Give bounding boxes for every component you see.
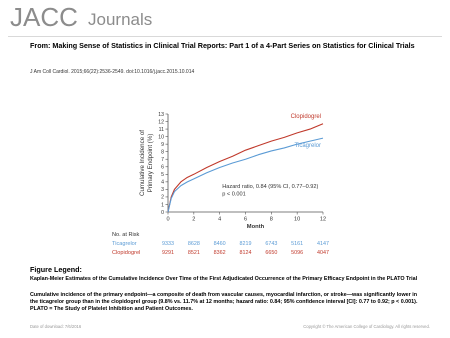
risk-cell: 8362 [213,250,226,256]
risk-cell: 4047 [317,250,329,256]
x-tick-label: 2 [192,216,196,223]
header-divider [8,36,442,37]
article-source-title: From: Making Sense of Statistics in Clinical Trial Reports: Part 1 of a 4-Part Series on Statistics for Clinical Trials [30,41,415,50]
kaplan-meier-chart [110,104,350,286]
jacc-journals-logo [10,3,160,31]
risk-cell: 8628 [187,241,200,247]
x-tick-label: 0 [166,216,170,223]
x-tick-label: 10 [294,216,301,223]
y-axis-title-line: Primary Endpoint (%) [147,133,154,193]
figure-legend-body: Cumulative incidence of the primary endpoint—a composite of death from vascular causes, myocardial infarction, or stroke—was significantly lower in the ticagrelor group than in the clopidogrel group (9.8% vs. 11.7% at 12 months; hazard ratio: 0.84; 95% confidence interval [CI]: 0.77 to 0.92; p < 0.001). PLATO = The Study of Platelet Inhibition and Patient Outcomes. [30,292,418,312]
series-lines [168,124,323,212]
y-axis-title-line: Cumulative Incidence of [139,129,146,197]
y-tick-label: 10 [158,134,164,141]
y-tick-label: 11 [158,126,164,133]
journal-header [0,0,450,34]
risk-cell: 6650 [265,250,278,256]
risk-table-heading: No. at Risk [112,232,140,238]
y-tick-label: 3 [161,187,164,194]
logo-word: Journals [88,10,153,29]
risk-row-label: Clopidogrel [112,250,141,256]
figure-legend-heading: Figure Legend: [30,265,82,274]
series-label-ticagrelor: Ticagrelor [294,143,321,150]
hazard-ratio-annotation [222,184,318,198]
x-tick-label: 8 [269,216,273,223]
annotation-line: Hazard ratio, 0.84 (95% CI, 0.77–0.92) [222,184,319,190]
y-tick-label: 12 [158,119,164,126]
series-line-clopidogrel [168,124,323,212]
y-tick-label: 6 [161,164,164,171]
series-labels [291,114,321,149]
series-label-clopidogrel: Clopidogrel [290,113,321,120]
risk-cell: 8521 [187,250,200,256]
risk-cell: 4147 [317,241,329,247]
x-tick-label: 4 [218,216,222,223]
y-axis-ticks [158,112,168,216]
y-tick-label: 4 [161,179,164,186]
x-axis-ticks [166,212,326,223]
y-tick-label: 9 [161,141,164,148]
copyright-notice: Copyright © The American College of Cardiology. All rights reserved. [303,324,430,329]
figure-legend-title: Kaplan-Meier Estimates of the Cumulative Incidence Over Time of the First Adjudicated Occurrence of the Primary Efficacy Endpoint in the PLATO Trial [30,276,418,282]
logo-mark: JACC [10,3,78,31]
article-citation: J Am Coll Cardiol. 2015;66(22):2536-2549. doi:10.1016/j.jacc.2015.10.014 [30,69,195,75]
annotation-line: p < 0.001 [222,191,246,198]
y-axis-title [139,130,154,196]
risk-cell: 8124 [239,250,252,256]
risk-row-label: Ticagrelor [112,241,137,247]
x-tick-label: 6 [243,216,248,223]
download-date: Date of download: 7/6/2016 [30,324,82,329]
y-tick-label: 7 [161,157,164,164]
risk-cell: 8460 [213,241,226,247]
number-at-risk-table [112,232,329,256]
risk-cell: 5096 [291,250,304,256]
risk-cell: 9333 [162,241,174,247]
y-tick-label: 1 [161,202,164,209]
y-tick-label: 5 [161,172,164,179]
y-tick-label: 13 [158,111,164,118]
y-tick-label: 2 [161,194,164,201]
x-axis-title: Month [246,224,265,230]
y-tick-label: 0 [161,209,164,216]
risk-cell: 9291 [162,250,174,256]
risk-cell: 6743 [265,241,278,247]
x-tick-label: 12 [319,216,327,223]
risk-cell: 5161 [291,241,304,247]
risk-cell: 8219 [239,241,252,247]
y-tick-label: 8 [161,149,164,156]
